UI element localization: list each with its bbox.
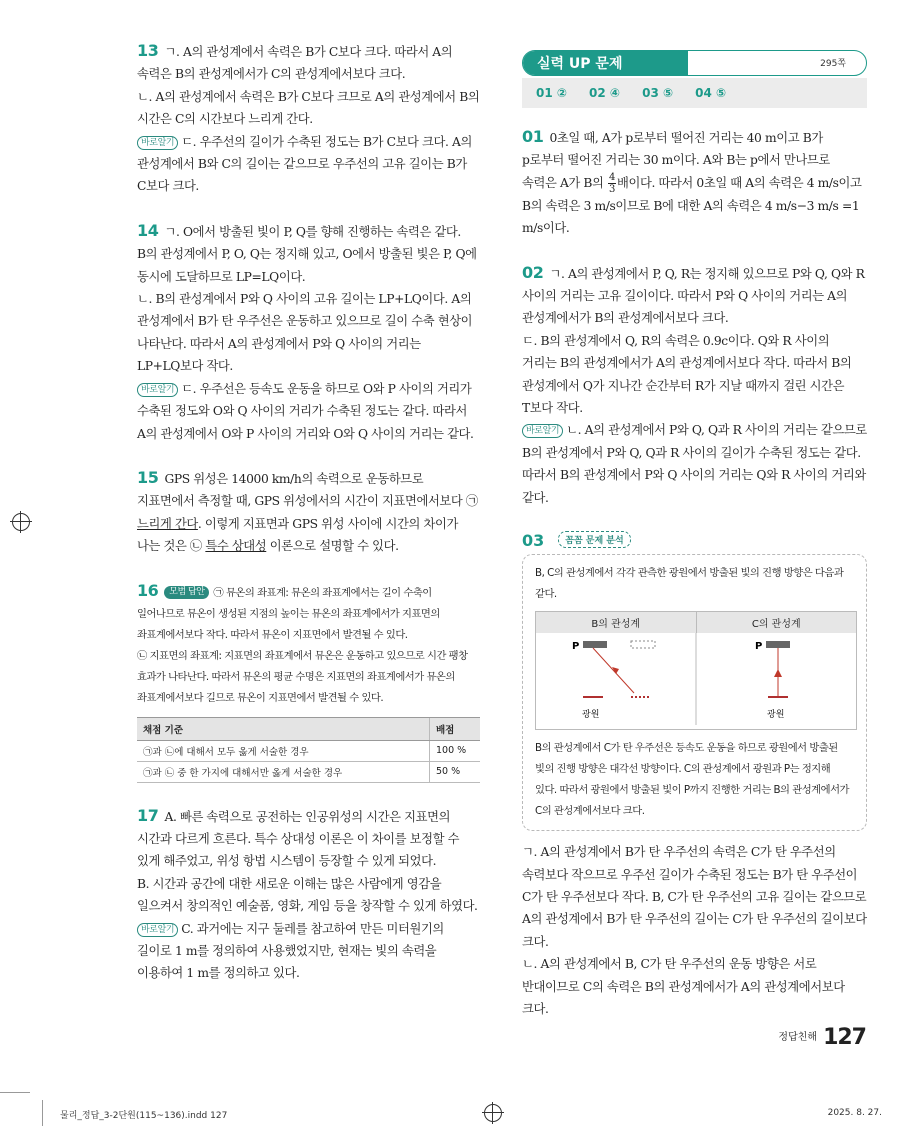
answer-16 [137, 580, 480, 783]
answer-line: ㄱ. A의 관성계에서 P, Q, R는 정지해 있으므로 P와 Q, Q와 R 사이의 거리는 고유 길이이다. 따라서 P와 Q 사이의 거리는 A의 관성계에서가 B의 관성계에서보다 크다. [522, 266, 865, 326]
up-problems-header [522, 40, 867, 70]
grading-score: 50 % [430, 761, 481, 782]
b-mirror-moved [631, 641, 655, 648]
up-problems-title: 실력 UP 문제 [537, 56, 623, 72]
grading-header-score: 배점 [430, 717, 481, 740]
footer-label: 정답친해 [778, 1032, 818, 1043]
answer-line: ㄴ. A의 관성계에서 B, C가 탄 우주선의 운동 방향은 서로 반대이므로 C의 속력은 B의 관성계에서가 A의 관성계에서보다 크다. [522, 957, 845, 1016]
up-problems-tab [522, 50, 867, 76]
answer-key-item: 02 ④ [589, 86, 621, 100]
question-number: 17 [137, 805, 159, 825]
answer-text: . 이렇게 지표면과 GPS 위성 사이에 시간의 차이가 나는 것은 ㉡ [137, 516, 458, 554]
b-mirror-label: P [572, 641, 580, 653]
b-source-label: 광원 [582, 710, 600, 721]
grading-header-criteria: 채점 기준 [137, 717, 430, 740]
question-number: 16 [137, 580, 159, 600]
grading-score: 100 % [430, 740, 481, 761]
grading-criteria: ㉠과 ㉡ 중 한 가지에 대해서만 옳게 서술한 경우 [137, 761, 430, 782]
answer-text: GPS 위성은 14000 km/h의 속력으로 운동하므로 지표면에서 측정할 때, GPS 위성에서의 시간이 지표면에서보다 ㉠ [137, 471, 478, 509]
up-problems-page: 295쪽 [820, 59, 846, 69]
answer-text: 배이다. 따라서 0초일 때 A의 속력은 4 m/s이고 B의 속력은 3 m/s이므로 B에 대한 A의 속력은 4 m/s−3 m/s =1 m/s이다. [522, 175, 862, 236]
answer-key-bar [522, 78, 867, 108]
answer-text: 이론으로 설명할 수 있다. [266, 539, 399, 554]
analysis-intro: B, C의 관성계에서 각각 관측한 광원에서 방출된 빛의 진행 방향은 다음과 같다. [535, 567, 844, 601]
page-number: 127 [823, 1025, 866, 1050]
answer-line: ㄱ. O에서 방출된 빛이 P, Q를 향해 진행하는 속력은 같다. B의 관성계에서 P, O, Q는 정지해 있고, O에서 방출된 빛은 P, Q에 동시에 도달하므로 LP=LQ이다. [137, 224, 477, 284]
answer-line: A. 빠른 속력으로 공전하는 인공위성의 시간은 지표면의 시간과 다르게 흐른다. 특수 상대성 이론은 이 차이를 보정할 수 있게 해주었고, 위성 항법 시스템이 등장할 수 있게 되었다. [137, 809, 460, 869]
figure-header-b: B의 관성계 [536, 612, 697, 633]
analysis-description: B의 관성계에서 C가 탄 우주선은 등속도 운동을 하므로 광원에서 방출된 빛의 진행 방향은 대각선 방향이다. C의 관성계에서 광원과 P는 정지해 있다. 따라서 광원에서 방출된 빛이 P까지 진행한 거리는 B의 관성계에서가 C의 관성계에서보다 크다. [535, 742, 849, 818]
answer-01 [522, 126, 867, 240]
answer-line: ㄷ. 우주선의 길이가 수축된 정도는 B가 C보다 크다. A의 관성계에서 B와 C의 길이는 같으므로 우주선의 고유 길이는 B가 C보다 크다. [137, 134, 472, 194]
trim-mark [0, 1092, 30, 1093]
figure-header-c: C의 관성계 [751, 619, 801, 631]
question-number: 15 [137, 467, 159, 487]
answer-03 [522, 531, 867, 1020]
answer-line: ㄴ. A의 관성계에서 P와 Q, Q과 R 사이의 거리는 같으므로 B의 관성계에서 P와 Q, Q과 R 사이의 길이가 수축된 정도는 같다. 따라서 B의 관성계에서 P와 Q 사이의 거리는 Q와 R 사이의 거리와 같다. [522, 423, 867, 505]
light-path-figure [535, 611, 857, 730]
answer-02 [522, 262, 867, 509]
fraction [608, 172, 616, 195]
page-footer [778, 1025, 866, 1050]
answer-line: ㉡ 지표면의 좌표계: 지표면의 좌표계에서 뮤온은 운동하고 있으므로 시간 팽창 효과가 나타난다. 따라서 뮤온의 평균 수명은 지표면의 좌표계에서가 뮤온의 좌표계에서보다 길므로 뮤온이 지표면에서 발견될 수 있다. [137, 649, 468, 704]
answer-text: 0초일 때, A가 p로부터 떨어진 거리는 40 m이고 B가 p로부터 떨어진 거리는 30 m이다. A와 B는 p에서 만나므로 속력은 A가 B의 [522, 131, 830, 190]
c-mirror-label: P [755, 641, 763, 653]
correction-badge: 바로알기 [137, 136, 178, 150]
answer-14 [137, 220, 480, 445]
model-answer-badge: 모범 답안 [164, 586, 209, 599]
trim-mark [42, 1100, 43, 1126]
correction-badge: 바로알기 [137, 923, 178, 937]
underlined-answer-a: 느리게 간다 [137, 516, 198, 531]
answer-line: ㄱ. A의 관성계에서 B가 탄 우주선의 속력은 C가 탄 우주선의 속력보다 작으므로 우주선 길이가 수축된 정도는 B가 탄 우주선이 C가 탄 우주선보다 작다. B, C가 탄 우주선의 고유 길이는 같으므로 A의 관성계에서 B가 탄 우주선의 길이는 C가 탄 우주선의 길이보다 크다. [522, 845, 867, 949]
fraction-numerator: 4 [609, 171, 616, 183]
fraction-denominator: 3 [609, 183, 616, 195]
question-number: 03 [522, 531, 545, 551]
answer-line: C. 과거에는 지구 둘레를 참고하여 만든 미터원기의 길이로 1 m를 정의하여 사용했었지만, 현재는 빛의 속력을 이용하여 1 m를 정의하고 있다. [137, 921, 444, 981]
answer-line: ㄱ. A의 관성계에서 속력은 B가 C보다 크다. 따라서 A의 속력은 B의 관성계에서가 C의 관성계에서보다 크다. [137, 45, 453, 82]
answer-line: ㄴ. A의 관성계에서 속력은 B가 C보다 크므로 A의 관성계에서 B의 시간은 C의 시간보다 느리게 간다. [137, 89, 480, 127]
b-light-path [593, 648, 634, 693]
registration-mark [484, 1104, 502, 1122]
b-mirror [583, 641, 607, 648]
analysis-box [522, 554, 867, 831]
c-light-arrow [774, 669, 782, 677]
table-row [137, 761, 480, 782]
answer-line: ㄷ. B의 관성계에서 Q, R의 속력은 0.9c이다. Q와 R 사이의 거리는 B의 관성계에서가 A의 관성계에서보다 작다. 따라서 B의 관성계에서 Q가 지나간 순간부터 R가 지날 때까지 걸린 시간은 T보다 작다. [522, 333, 852, 416]
question-number: 14 [137, 220, 159, 240]
answer-13 [137, 40, 480, 198]
answer-line: ㉠ 뮤온의 좌표계: 뮤온의 좌표계에서는 길이 수축이 일어나므로 뮤온이 생성된 지점의 높이는 뮤온의 좌표계에서가 지표면의 좌표계에서보다 작다. 따라서 뮤온이 지표면에서 발견될 수 있다. [137, 586, 440, 641]
answer-key-item: 04 ⑤ [695, 86, 727, 100]
grading-criteria: ㉠과 ㉡에 대해서 모두 옳게 서술한 경우 [137, 740, 430, 761]
question-number: 01 [522, 127, 544, 146]
question-number: 02 [522, 262, 544, 282]
right-column [522, 40, 867, 1020]
print-date: 2025. 8. 27. [827, 1108, 882, 1118]
answer-line: ㄷ. 우주선은 등속도 운동을 하므로 O와 P 사이의 거리가 수축된 정도와 O와 Q 사이의 거리가 수축된 정도는 같다. 따라서 A의 관성계에서 O와 P 사이의 거리와 O와 Q 사이의 거리는 같다. [137, 381, 474, 441]
table-row [137, 740, 480, 761]
correction-badge: 바로알기 [522, 424, 563, 438]
file-name: 물리_정답_3-2단원(115~136).indd 127 [60, 1111, 228, 1121]
answer-line: B. 시간과 공간에 대한 새로운 이해는 많은 사람에게 영감을 일으켜서 창의적인 예술품, 영화, 게임 등을 창작할 수 있게 하였다. [137, 876, 478, 914]
left-column [137, 40, 480, 1007]
analysis-tag: 꼼꼼 문제 분석 [558, 531, 630, 548]
answer-key-item: 01 ② [536, 86, 568, 100]
c-mirror [766, 641, 790, 648]
registration-mark [12, 513, 30, 531]
underlined-answer-b: 특수 상대성 [205, 539, 267, 554]
correction-badge: 바로알기 [137, 383, 178, 397]
answer-17 [137, 805, 480, 985]
grading-table [137, 717, 480, 783]
question-number: 13 [137, 41, 159, 60]
light-path-diagram [536, 633, 856, 725]
answer-15 [137, 467, 480, 558]
answer-key-item: 03 ⑤ [642, 86, 674, 100]
c-source-label: 광원 [767, 710, 785, 721]
answer-line: ㄴ. B의 관성계에서 P와 Q 사이의 고유 길이는 LP+LQ이다. A의 관성계에서 B가 탄 우주선은 운동하고 있으므로 길이 수축 현상이 나타난다. 따라서 A의 관성계에서 P와 Q 사이의 거리는 LP+LQ보다 작다. [137, 292, 473, 374]
